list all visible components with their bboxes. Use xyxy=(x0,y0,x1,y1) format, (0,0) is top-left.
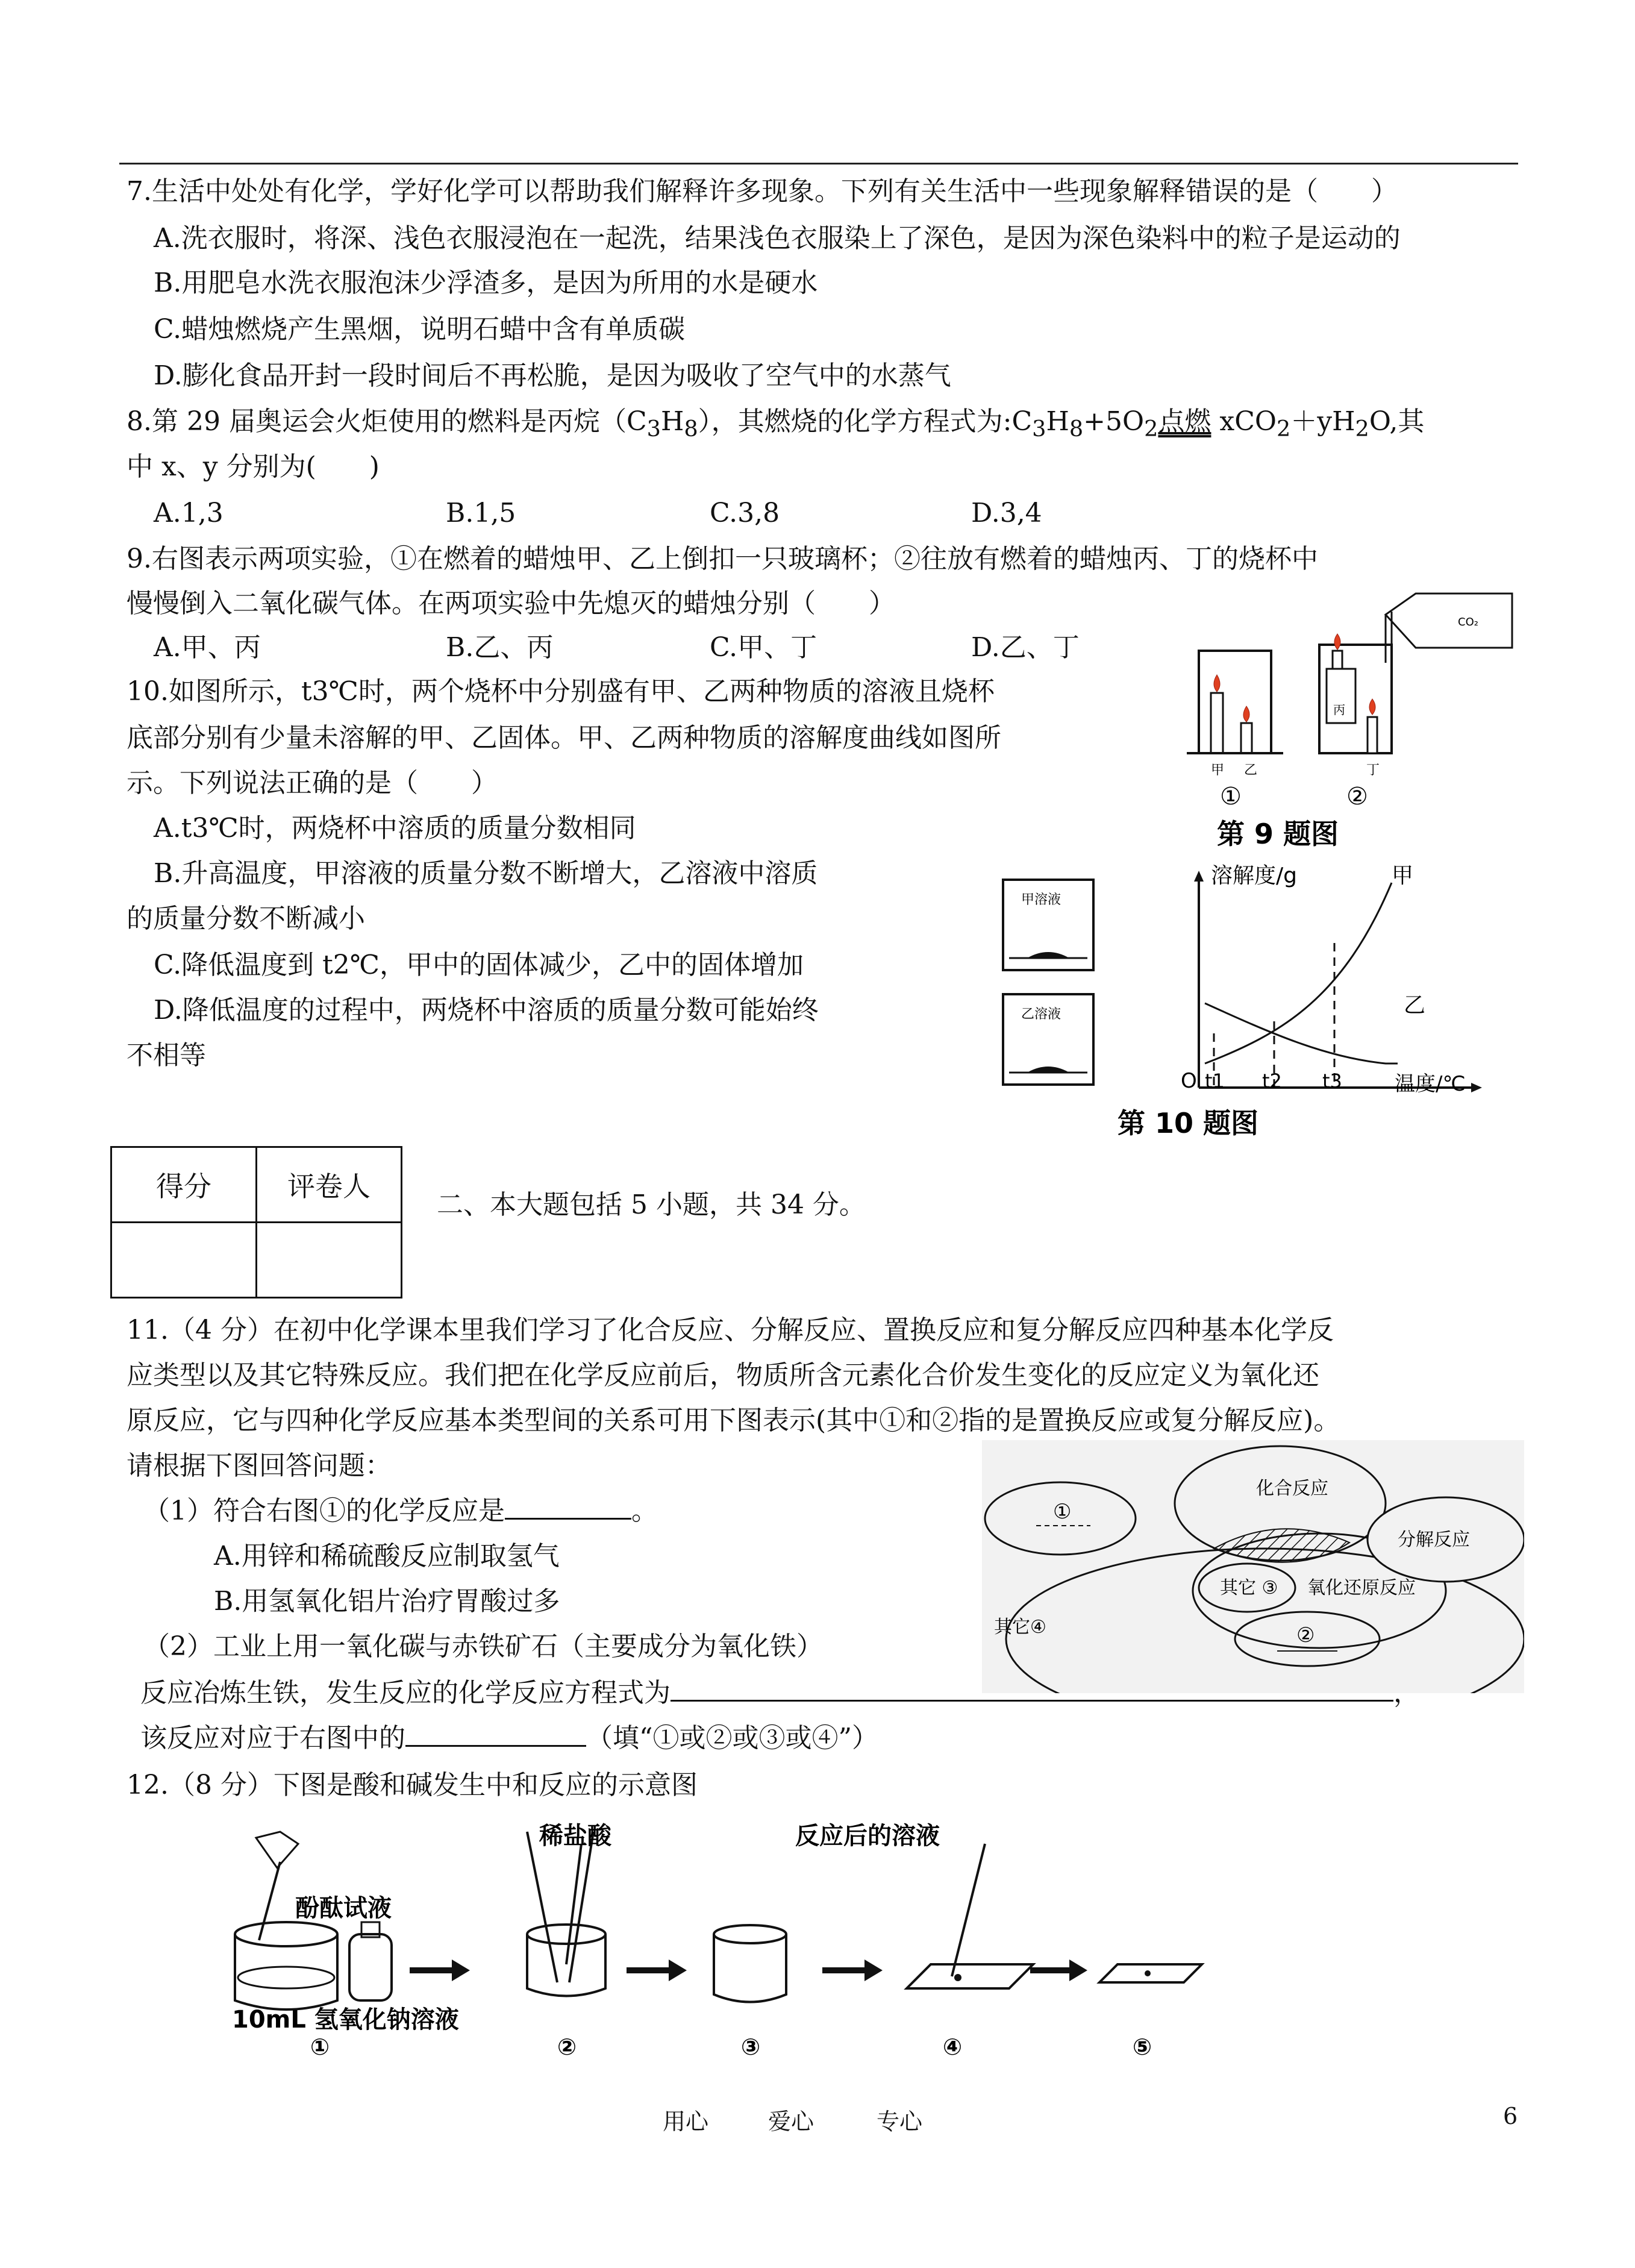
svg-text:②: ② xyxy=(1346,783,1368,810)
svg-text:④: ④ xyxy=(943,2034,963,2060)
q10-beakers xyxy=(997,874,1105,1091)
score-header: 得分 xyxy=(111,1147,257,1223)
q8-option-a: A.1,3 xyxy=(154,498,224,528)
q10-option-b1: B.升高温度，甲溶液的质量分数不断增大，乙溶液中溶质 xyxy=(154,858,818,889)
q10-option-c: C.降低温度到 t2℃，甲中的固体减少，乙中的固体增加 xyxy=(154,950,804,980)
svg-text:第 10 题图: 第 10 题图 xyxy=(1118,1107,1259,1139)
q7-option-a: A.洗衣服时，将深、浅色衣服浸泡在一起洗，结果浅色衣服染上了深色，是因为深色染料中的粒子是运动的 xyxy=(154,223,1401,254)
q8-option-c: C.3,8 xyxy=(710,498,780,528)
undissolved-solid xyxy=(1027,1067,1069,1073)
q9-option-a: A.甲、丙 xyxy=(154,632,261,663)
q8-option-d: D.3,4 xyxy=(971,498,1042,528)
q9-line1: 9.右图表示两项实验，①在燃着的蜡烛甲、乙上倒扣一只玻璃杯；②往放有燃着的蜡烛丙、丁的烧杯中 xyxy=(127,544,1318,574)
reagent-bottle xyxy=(349,1934,392,2000)
q10-solubility-graph xyxy=(1114,859,1500,1142)
svg-text:其它 ③: 其它 ③ xyxy=(1220,1577,1278,1599)
q8-condition: 点燃 xyxy=(1158,406,1211,437)
svg-text:温度/℃: 温度/℃ xyxy=(1395,1072,1466,1096)
section2-heading: 二、本大题包括 5 小题，共 34 分。 xyxy=(437,1189,866,1220)
q11-line4: 请根据下图回答问题： xyxy=(127,1450,392,1481)
svg-text:分解反应: 分解反应 xyxy=(1398,1529,1470,1550)
svg-text:②: ② xyxy=(557,2034,577,2060)
arrow-icon xyxy=(410,1959,470,1981)
top-rule xyxy=(119,163,1518,164)
svg-text:甲: 甲 xyxy=(1392,863,1414,888)
svg-text:CO₂: CO₂ xyxy=(1458,616,1478,628)
glass-rod xyxy=(952,1844,985,1976)
svg-text:①: ① xyxy=(1053,1500,1072,1524)
grader-header: 评卷人 xyxy=(257,1147,402,1223)
q10-line3: 示。下列说法正确的是（ ） xyxy=(127,768,498,798)
glass-slide xyxy=(907,1964,1033,1988)
svg-text:反应后的溶液: 反应后的溶液 xyxy=(795,1822,940,1850)
svg-text:①: ① xyxy=(1220,783,1242,810)
q11-line3: 原反应，它与四种化学反应基本类型间的关系可用下图表示(其中①和②指的是置换反应或复分解反应)。 xyxy=(127,1405,1340,1436)
q10-line2: 底部分别有少量未溶解的甲、乙固体。甲、乙两种物质的溶解度曲线如图所 xyxy=(127,722,1001,753)
candle-bing xyxy=(1333,651,1342,669)
svg-text:t1: t1 xyxy=(1205,1070,1225,1092)
q11-answer-blank-1[interactable] xyxy=(505,1494,631,1520)
score-cell[interactable] xyxy=(111,1223,257,1298)
svg-text:其它④: 其它④ xyxy=(994,1617,1046,1638)
q9-line2: 慢慢倒入二氧化碳气体。在两项实验中先熄灭的蜡烛分别（ ） xyxy=(127,588,895,619)
inverted-glass xyxy=(1199,651,1271,753)
svg-text:第 9 题图: 第 9 题图 xyxy=(1217,818,1339,850)
q9-option-c: C.甲、丁 xyxy=(710,632,818,663)
q12-line1: 12.（8 分）下图是酸和碱发生中和反应的示意图 xyxy=(127,1770,698,1800)
q7-option-b: B.用肥皂水洗衣服泡沫少浮渣多，是因为所用的水是硬水 xyxy=(154,268,818,298)
q7-option-d: D.膨化食品开封一段时间后不再松脆，是因为吸收了空气中的水蒸气 xyxy=(154,360,951,391)
q10-option-d2: 不相等 xyxy=(127,1040,206,1071)
q10-option-b2: 的质量分数不断减小 xyxy=(127,903,365,934)
svg-text:乙: 乙 xyxy=(1404,993,1426,1018)
q11-part1-a: A.用锌和稀硫酸反应制取氢气 xyxy=(214,1541,560,1571)
svg-text:乙: 乙 xyxy=(1244,763,1258,778)
svg-text:丁: 丁 xyxy=(1366,763,1380,778)
q10-option-a: A.t3℃时，两烧杯中溶质的质量分数相同 xyxy=(154,813,636,844)
svg-text:甲: 甲 xyxy=(1211,763,1225,778)
score-table xyxy=(110,1146,402,1298)
svg-text:③: ③ xyxy=(741,2034,761,2060)
footer-motto-1: 用心 xyxy=(663,2108,709,2135)
q11-part1: （1）符合右图①的化学反应是 。 xyxy=(143,1493,658,1529)
q8-line2: 中 x、y 分别为( ) xyxy=(127,451,380,482)
svg-text:酚酞试液: 酚酞试液 xyxy=(295,1894,392,1922)
svg-text:①: ① xyxy=(310,2034,330,2060)
q10-line1: 10.如图所示，t3℃时，两个烧杯中分别盛有甲、乙两种物质的溶液且烧杯 xyxy=(127,676,995,707)
q10-option-d1: D.降低温度的过程中，两烧杯中溶质的质量分数可能始终 xyxy=(154,995,819,1026)
grader-cell[interactable] xyxy=(257,1223,402,1298)
svg-text:乙溶液: 乙溶液 xyxy=(1021,1007,1061,1022)
q8-option-b: B.1,5 xyxy=(446,498,516,528)
arrow-icon xyxy=(627,1959,687,1981)
arrow-icon xyxy=(1030,1959,1087,1981)
flame-icon xyxy=(1243,706,1249,722)
undissolved-solid xyxy=(1027,952,1069,958)
svg-text:溶解度/g: 溶解度/g xyxy=(1211,863,1297,888)
candle-yi xyxy=(1241,723,1252,753)
hand-dropper-icon xyxy=(256,1832,298,1868)
footer-motto-3: 专心 xyxy=(877,2108,923,2135)
q7-stem: 7.生活中处处有化学，学好化学可以帮助我们解释许多现象。下列有关生活中一些现象解释错误的是（ ） xyxy=(127,176,1398,207)
q11-part1-b: B.用氢氧化铝片治疗胃酸过多 xyxy=(214,1586,560,1617)
q11-part2-line3: 该反应对应于右图中的 （填“①或②或③或④”） xyxy=(140,1720,878,1756)
svg-text:t2: t2 xyxy=(1262,1070,1282,1092)
q11-answer-blank-3[interactable] xyxy=(405,1721,586,1747)
svg-text:甲溶液: 甲溶液 xyxy=(1021,892,1061,907)
q7-option-c: C.蜡烛燃烧产生黑烟，说明石蜡中含有单质碳 xyxy=(154,314,686,345)
q11-reaction-diagram xyxy=(982,1440,1524,1693)
svg-text:O: O xyxy=(1181,1069,1197,1093)
svg-text:②: ② xyxy=(1296,1623,1315,1647)
candle-jia xyxy=(1211,693,1223,753)
q12-neutralization-figure xyxy=(232,1820,1220,2061)
curve-jia xyxy=(1205,883,1392,1064)
flame-icon xyxy=(1334,634,1340,650)
flame-icon xyxy=(1214,675,1220,692)
svg-text:丙: 丙 xyxy=(1333,703,1345,717)
q9-option-d: D.乙、丁 xyxy=(971,632,1080,663)
arrow-icon xyxy=(822,1959,883,1981)
q11-part2: （2）工业上用一氧化碳与赤铁矿石（主要成分为氧化铁） xyxy=(143,1631,823,1662)
q9-figure xyxy=(1175,578,1524,856)
page-number: 6 xyxy=(1503,2103,1518,2129)
q11-line1: 11.（4 分）在初中化学课本里我们学习了化合反应、分解反应、置换反应和复分解反应四种基本化学反 xyxy=(127,1315,1334,1345)
svg-text:⑤: ⑤ xyxy=(1133,2034,1152,2060)
q11-part2-line2: 反应冶炼生铁，发生反应的化学反应方程式为 xyxy=(140,1675,1420,1711)
footer-motto-2: 爱心 xyxy=(768,2108,814,2135)
q11-line2: 应类型以及其它特殊反应。我们把在化学反应前后，物质所含元素化合价发生变化的反应定义为氧化还 xyxy=(127,1360,1319,1391)
q8-stem: 8.第 29 届奥运会火炬使用的燃料是丙烷$(C_3H_8)$，其燃烧的化学方程式为$:C_3H_8+5O_2$点燃 $xCO_2+yH_2O$,其 xyxy=(127,406,1425,442)
co2-bottle xyxy=(1386,594,1512,648)
svg-text:氧化还原反应: 氧化还原反应 xyxy=(1307,1577,1416,1599)
flame-icon xyxy=(1369,699,1375,715)
svg-text:化合反应: 化合反应 xyxy=(1256,1478,1328,1499)
svg-text:稀盐酸: 稀盐酸 xyxy=(539,1822,611,1850)
q9-option-b: B.乙、丙 xyxy=(446,632,554,663)
candle-ding xyxy=(1368,717,1377,753)
svg-text:10mL 氢氧化钠溶液: 10mL 氢氧化钠溶液 xyxy=(232,2006,459,2034)
svg-text:t3: t3 xyxy=(1322,1070,1342,1092)
